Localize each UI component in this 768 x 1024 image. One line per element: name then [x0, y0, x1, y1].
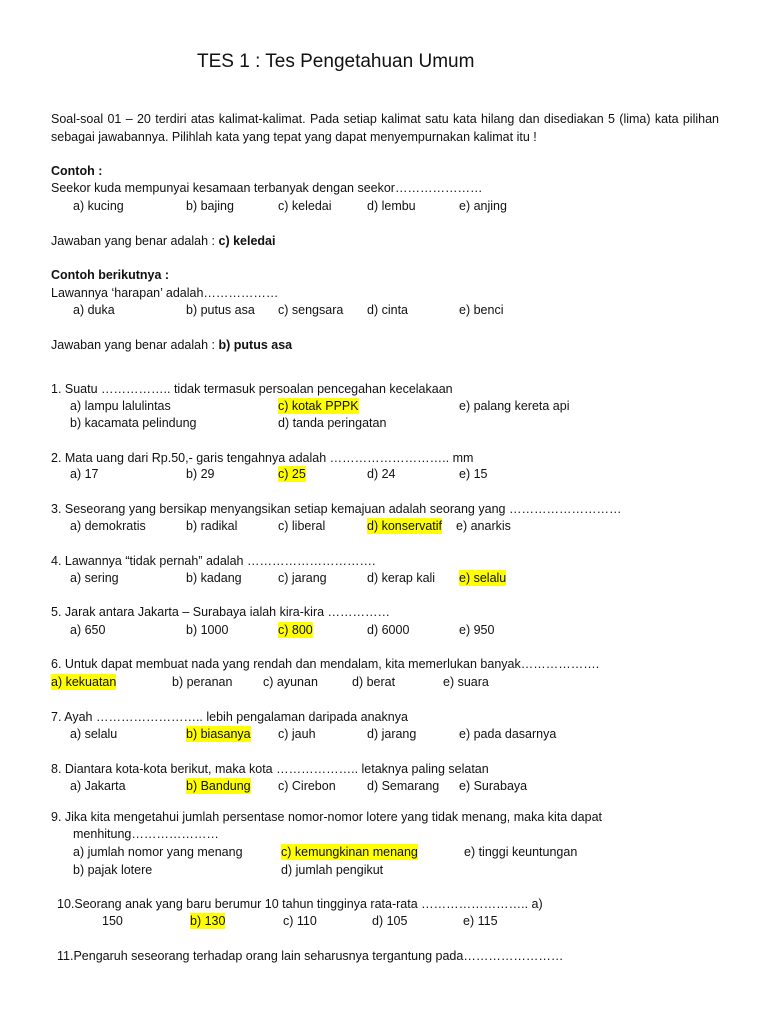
option: d) tanda peringatan	[278, 416, 387, 430]
question-6: 6. Untuk dapat membuat nada yang rendah dan mendalam, kita memerlukan banyak……………….	[51, 657, 600, 671]
answer-prefix: Jawaban yang benar adalah :	[51, 234, 219, 248]
question-11: 11.Pengaruh seseorang terhadap orang lain seharusnya tergantung pada……………………	[57, 949, 564, 963]
example-answer	[51, 233, 275, 249]
option: c) sengsara	[278, 303, 344, 317]
question-8: 8. Diantara kota-kota berikut, maka kota ……………….. letaknya paling selatan	[51, 762, 489, 776]
option: e) anarkis	[456, 519, 511, 533]
option: d) Semarang	[367, 779, 440, 793]
question-10: 10.Seorang anak yang baru berumur 10 tahun tingginya rata-rata …………………….. a)	[57, 897, 543, 911]
option-highlighted: b) Bandung	[186, 779, 251, 793]
example-heading: Contoh :	[51, 164, 103, 178]
option: b) kadang	[186, 571, 242, 585]
option: d) lembu	[367, 199, 416, 213]
answer-value: b) putus asa	[218, 338, 293, 352]
option: a) kucing	[73, 199, 124, 213]
option: d) 6000	[367, 623, 410, 637]
option: d) berat	[352, 675, 396, 689]
question-1: 1. Suatu …………….. tidak termasuk persoalan pencegahan kecelakaan	[51, 382, 453, 396]
instructions-paragraph: Soal-soal 01 – 20 terdiri atas kalimat-kalimat. Pada setiap kalimat satu kata hilang dan disediakan 5 (lima) kata pilihan sebagai jawabannya. Pilihlah kata yang tepat yang dapat menyempurnakan kalimat itu !	[51, 112, 719, 144]
option: a) demokratis	[70, 519, 146, 533]
answer-value: c) keledai	[218, 234, 276, 248]
question-2: 2. Mata uang dari Rp.50,- garis tengahnya adalah ……………………….. mm	[51, 451, 474, 465]
option: a) jumlah nomor yang menang	[73, 845, 243, 859]
option: b) peranan	[172, 675, 233, 689]
option: a) selalu	[70, 727, 118, 741]
question-9-continued: menhitung…………………	[73, 827, 219, 841]
option: d) cinta	[367, 303, 408, 317]
question-3: 3. Seseorang yang bersikap menyangsikan setiap kemajuan adalah seorang yang ………………………	[51, 502, 622, 516]
example-question: Lawannya ‘harapan’ adalah………………	[51, 286, 279, 300]
option: a) lampu lalulintas	[70, 399, 171, 413]
example-heading: Contoh berikutnya :	[51, 268, 170, 282]
option: b) radikal	[186, 519, 238, 533]
option-highlighted: c) kotak PPPK	[278, 399, 359, 413]
page-title: TES 1 : Tes Pengetahuan Umum	[197, 51, 475, 72]
option-highlighted: d) konservatif	[367, 519, 443, 533]
example-answer	[51, 337, 292, 353]
option: d) 105	[372, 914, 408, 928]
option: c) 110	[283, 914, 317, 928]
option-highlighted: c) kemungkinan menang	[281, 845, 418, 859]
option-highlighted: c) 800	[278, 623, 313, 637]
option: e) tinggi keuntungan	[464, 845, 578, 859]
option: e) anjing	[459, 199, 507, 213]
option: a) duka	[73, 303, 115, 317]
option: e) palang kereta api	[459, 399, 570, 413]
option: b) 1000	[186, 623, 229, 637]
option: e) pada dasarnya	[459, 727, 557, 741]
option: b) putus asa	[186, 303, 255, 317]
option: e) 15	[459, 467, 488, 481]
option-highlighted: a) kekuatan	[51, 675, 117, 689]
option: d) kerap kali	[367, 571, 436, 585]
option: b) bajing	[186, 199, 234, 213]
option: c) liberal	[278, 519, 326, 533]
option: e) 950	[459, 623, 495, 637]
option: b) 29	[186, 467, 215, 481]
option-highlighted: e) selalu	[459, 571, 507, 585]
option-highlighted: c) 25	[278, 467, 306, 481]
option: a) 650	[70, 623, 106, 637]
question-5: 5. Jarak antara Jakarta – Surabaya ialah kira-kira ……………	[51, 605, 391, 619]
option: a) sering	[70, 571, 119, 585]
option: e) 115	[463, 914, 498, 928]
option: b) kacamata pelindung	[70, 416, 197, 430]
option: d) jarang	[367, 727, 417, 741]
question-7: 7. Ayah …………………….. lebih pengalaman daripada anaknya	[51, 710, 408, 724]
option: a) 17	[70, 467, 99, 481]
option: c) jauh	[278, 727, 316, 741]
option: d) 24	[367, 467, 396, 481]
option: b) pajak lotere	[73, 863, 153, 877]
option: e) suara	[443, 675, 489, 689]
option: e) Surabaya	[459, 779, 528, 793]
question-4: 4. Lawannya “tidak pernah” adalah ………………………….	[51, 554, 376, 568]
answer-prefix: Jawaban yang benar adalah :	[51, 338, 219, 352]
option-highlighted: b) 130	[190, 914, 226, 928]
option: c) Cirebon	[278, 779, 336, 793]
option: e) benci	[459, 303, 504, 317]
question-9: 9. Jika kita mengetahui jumlah persentase nomor-nomor lotere yang tidak menang, maka kita dapat	[51, 810, 602, 824]
option: 150	[102, 914, 123, 928]
option: c) jarang	[278, 571, 327, 585]
option-highlighted: b) biasanya	[186, 727, 251, 741]
option: d) jumlah pengikut	[281, 863, 384, 877]
option: c) keledai	[278, 199, 332, 213]
option: c) ayunan	[263, 675, 318, 689]
example-question: Seekor kuda mempunyai kesamaan terbanyak dengan seekor…………………	[51, 181, 483, 195]
option: a) Jakarta	[70, 779, 126, 793]
